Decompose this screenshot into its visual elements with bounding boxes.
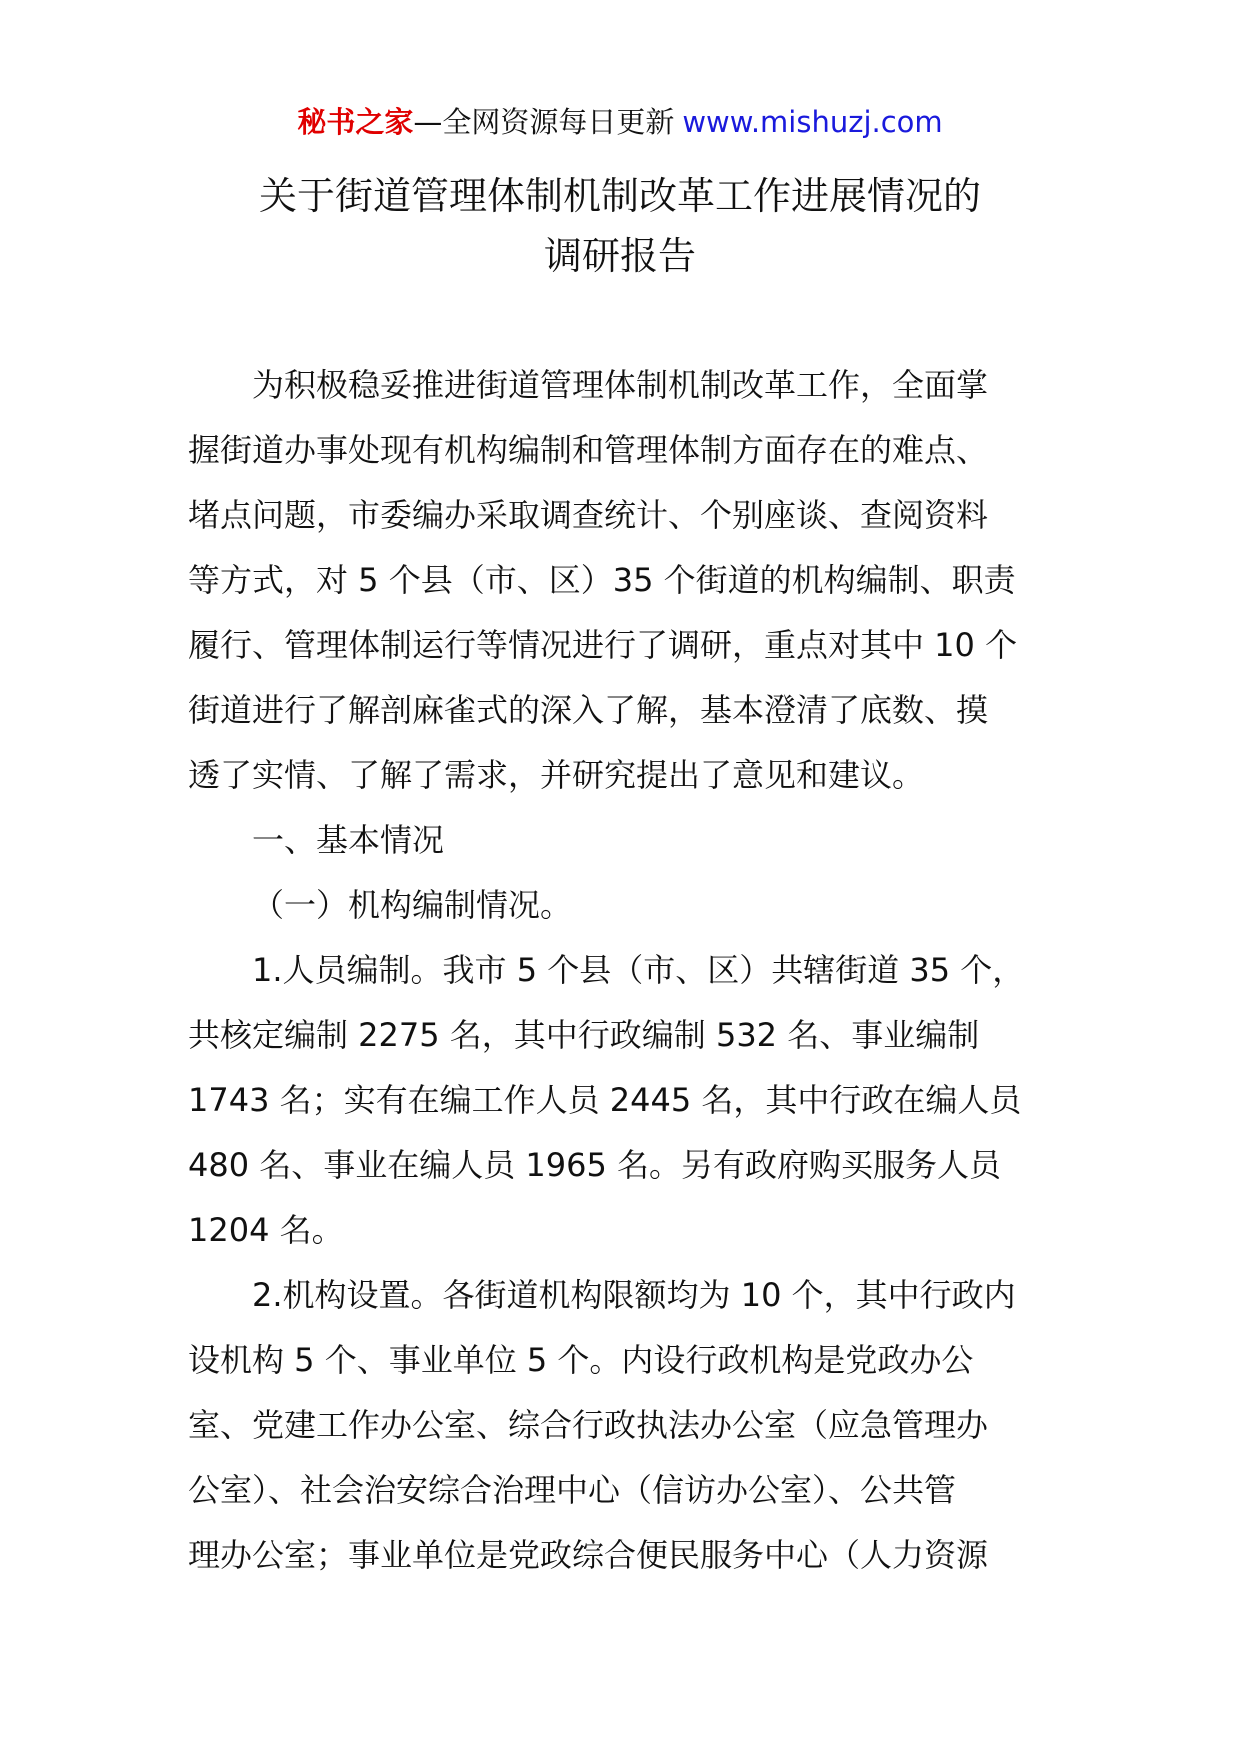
paragraph-line: 握街道办事处现有机构编制和管理体制方面存在的难点、 [188, 431, 989, 469]
paragraph-line: 透了实情、了解了需求，并研究提出了意见和建议。 [188, 756, 925, 794]
section-heading: 一、基本情况 [252, 821, 445, 859]
paragraph-line: 公室）、社会治安综合治理中心（信访办公室）、公共管 [188, 1471, 957, 1509]
paragraph-line: 为积极稳妥推进街道管理体制机制改革工作，全面掌 [252, 366, 989, 404]
paragraph-line: 堵点问题，市委编办采取调查统计、个别座谈、查阅资料 [188, 496, 989, 534]
paragraph-line: 履行、管理体制运行等情况进行了调研，重点对其中 10 个 [188, 626, 1018, 664]
paragraph-line: 1.人员编制。我市 5 个县（市、区）共辖街道 35 个， [252, 951, 1025, 989]
document-body [188, 353, 1058, 1588]
source-header [0, 102, 1240, 142]
paragraph-line: 室、党建工作办公室、综合行政执法办公室（应急管理办 [188, 1406, 989, 1444]
paragraph-line: 1743 名；实有在编工作人员 2445 名，其中行政在编人员 [188, 1081, 1022, 1119]
paragraph-line: 1204 名。 [188, 1211, 344, 1249]
header-tagline: —全网资源每日更新 [413, 105, 675, 139]
site-url-link[interactable]: www.mishuzj.com [682, 105, 943, 139]
paragraph-line: 共核定编制 2275 名，其中行政编制 532 名、事业编制 [188, 1016, 980, 1054]
paragraph-line: 2.机构设置。各街道机构限额均为 10 个，其中行政内 [252, 1276, 1016, 1314]
document-title [0, 166, 1240, 286]
paragraph-line: 理办公室；事业单位是党政综合便民服务中心（人力资源 [188, 1536, 989, 1574]
title-line-2: 调研报告 [543, 234, 696, 278]
paragraph-line: 街道进行了解剖麻雀式的深入了解，基本澄清了底数、摸 [188, 691, 989, 729]
title-line-1: 关于街道管理体制机制改革工作进展情况的 [258, 174, 981, 218]
paragraph-line: 设机构 5 个、事业单位 5 个。内设行政机构是党政办公 [188, 1341, 974, 1379]
subsection-heading: （一）机构编制情况。 [252, 886, 573, 924]
brand-name: 秘书之家 [297, 105, 414, 139]
paragraph-line: 等方式，对 5 个县（市、区）35 个街道的机构编制、职责 [188, 561, 1016, 599]
paragraph-line: 480 名、事业在编人员 1965 名。另有政府购买服务人员 [188, 1146, 1002, 1184]
